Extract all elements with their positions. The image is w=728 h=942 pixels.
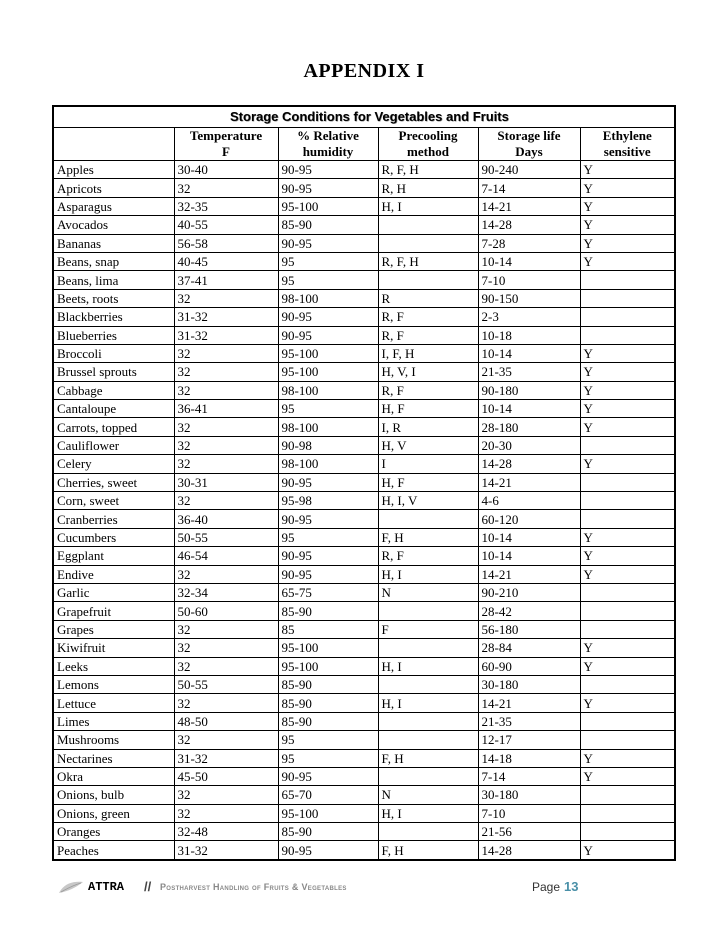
table-cell: 30-31: [174, 473, 278, 491]
table-row: [54, 455, 674, 473]
table-cell: 90-95: [278, 308, 378, 326]
table-cell: 50-60: [174, 602, 278, 620]
table-cell: 10-14: [478, 252, 580, 270]
table-cell: 2-3: [478, 308, 580, 326]
table-cell: Y: [580, 381, 674, 399]
table-row: [54, 381, 674, 399]
table-cell: Cantaloupe: [54, 400, 174, 418]
table-row: [54, 547, 674, 565]
table-cell: 32: [174, 786, 278, 804]
table-cell: R, F: [378, 381, 478, 399]
table-cell: [580, 675, 674, 693]
table-cell: Blackberries: [54, 308, 174, 326]
column-header-line2: F: [222, 144, 230, 159]
table-cell: [580, 308, 674, 326]
table-row: [54, 179, 674, 197]
column-header: [54, 128, 174, 161]
table-cell: 7-14: [478, 179, 580, 197]
table-cell: Y: [580, 400, 674, 418]
column-header: [580, 128, 674, 161]
table-cell: 90-210: [478, 583, 580, 601]
page-title: APPENDIX I: [303, 60, 425, 82]
table-cell: R, H: [378, 179, 478, 197]
table-cell: 14-28: [478, 841, 580, 859]
table-cell: 28-84: [478, 639, 580, 657]
table-row: [54, 731, 674, 749]
table-cell: 32: [174, 455, 278, 473]
table-cell: Y: [580, 657, 674, 675]
table-cell: 85-90: [278, 675, 378, 693]
table-cell: Y: [580, 234, 674, 252]
table-cell: [580, 436, 674, 454]
table-cell: Y: [580, 455, 674, 473]
table-cell: 50-55: [174, 675, 278, 693]
table-cell: 90-95: [278, 565, 378, 583]
table-cell: [580, 492, 674, 510]
table-row: [54, 767, 674, 785]
table-cell: 32: [174, 565, 278, 583]
table-cell: 95-100: [278, 344, 378, 362]
table-cell: 32-48: [174, 823, 278, 841]
table-cell: [580, 620, 674, 638]
table-cell: H, I: [378, 197, 478, 215]
table-cell: 85: [278, 620, 378, 638]
table-cell: 32: [174, 418, 278, 436]
table-cell: 56-58: [174, 234, 278, 252]
column-header-line1: % Relative: [297, 128, 359, 143]
table-cell: Y: [580, 363, 674, 381]
table-cell: 90-95: [278, 326, 378, 344]
page-label: Page: [532, 880, 561, 894]
table-cell: H, V: [378, 436, 478, 454]
table-cell: N: [378, 786, 478, 804]
table-row: [54, 823, 674, 841]
table-cell: F, H: [378, 528, 478, 546]
table-row: [54, 326, 674, 344]
table-cell: 7-14: [478, 767, 580, 785]
table-cell: [378, 510, 478, 528]
table-row: [54, 657, 674, 675]
table-cell: 90-150: [478, 289, 580, 307]
table-cell: Grapefruit: [54, 602, 174, 620]
column-header: [378, 128, 478, 161]
table-cell: 7-10: [478, 271, 580, 289]
table-cell: 65-75: [278, 583, 378, 601]
storage-conditions-table: [52, 105, 676, 861]
table-cell: 28-42: [478, 602, 580, 620]
table-cell: Y: [580, 841, 674, 859]
table-cell: [580, 473, 674, 491]
table-cell: 32: [174, 363, 278, 381]
column-header-line2: humidity: [302, 144, 354, 159]
table-cell: Brussel sprouts: [54, 363, 174, 381]
table-cell: 32: [174, 289, 278, 307]
table-cell: Beans, snap: [54, 252, 174, 270]
table-cell: Celery: [54, 455, 174, 473]
table-row: [54, 418, 674, 436]
table-cell: 31-32: [174, 326, 278, 344]
table-cell: Peaches: [54, 841, 174, 859]
table-cell: [580, 712, 674, 730]
table-cell: 45-50: [174, 767, 278, 785]
table-cell: 30-180: [478, 675, 580, 693]
table-cell: Y: [580, 216, 674, 234]
table-cell: [378, 271, 478, 289]
table-cell: R, F: [378, 326, 478, 344]
table-cell: I, R: [378, 418, 478, 436]
table-cell: Cabbage: [54, 381, 174, 399]
table-cell: 21-56: [478, 823, 580, 841]
table-cell: 10-14: [478, 528, 580, 546]
table-cell: Kiwifruit: [54, 639, 174, 657]
table-cell: H, V, I: [378, 363, 478, 381]
table-cell: H, I: [378, 804, 478, 822]
table-cell: 36-41: [174, 400, 278, 418]
table-cell: 31-32: [174, 308, 278, 326]
table-cell: R, F: [378, 308, 478, 326]
publication-title: Postharvest Handling of Fruits & Vegetables: [160, 882, 347, 892]
table-cell: Cauliflower: [54, 436, 174, 454]
table-cell: Corn, sweet: [54, 492, 174, 510]
table-cell: Beets, roots: [54, 289, 174, 307]
table-cell: Endive: [54, 565, 174, 583]
table-cell: 30-40: [174, 161, 278, 179]
table-cell: 95: [278, 252, 378, 270]
table-cell: 85-90: [278, 216, 378, 234]
table-row: [54, 510, 674, 528]
table-row: [54, 289, 674, 307]
table-cell: 32-34: [174, 583, 278, 601]
table-cell: 10-14: [478, 547, 580, 565]
table-cell: 32: [174, 344, 278, 362]
column-header: [174, 128, 278, 161]
page-number: 13: [564, 879, 579, 894]
table-cell: F: [378, 620, 478, 638]
column-header: [278, 128, 378, 161]
table-cell: H, I: [378, 565, 478, 583]
table-row: [54, 363, 674, 381]
table-cell: Okra: [54, 767, 174, 785]
table-cell: [378, 639, 478, 657]
table-cell: 90-95: [278, 161, 378, 179]
table-cell: Y: [580, 418, 674, 436]
table-cell: 30-180: [478, 786, 580, 804]
table-row: [54, 308, 674, 326]
table-cell: 32: [174, 492, 278, 510]
table-cell: 95-100: [278, 639, 378, 657]
table-cell: [378, 823, 478, 841]
table-row: [54, 712, 674, 730]
table-cell: R, F, H: [378, 161, 478, 179]
table-cell: 14-28: [478, 455, 580, 473]
attra-brand: ATTRA: [88, 880, 125, 894]
table-cell: 95-100: [278, 657, 378, 675]
table-cell: 60-120: [478, 510, 580, 528]
table-cell: Nectarines: [54, 749, 174, 767]
table-cell: 95-100: [278, 363, 378, 381]
table-cell: Cherries, sweet: [54, 473, 174, 491]
table-cell: 50-55: [174, 528, 278, 546]
table-cell: Onions, bulb: [54, 786, 174, 804]
table-body: [54, 161, 674, 859]
table-row: [54, 473, 674, 491]
column-header: [478, 128, 580, 161]
table-cell: 48-50: [174, 712, 278, 730]
table-cell: [580, 326, 674, 344]
table-row: [54, 271, 674, 289]
table-cell: 85-90: [278, 602, 378, 620]
table-cell: 98-100: [278, 289, 378, 307]
table-row: [54, 749, 674, 767]
table-cell: 10-14: [478, 344, 580, 362]
table-cell: Y: [580, 565, 674, 583]
table-cell: Oranges: [54, 823, 174, 841]
table-cell: 32: [174, 620, 278, 638]
table-cell: 90-240: [478, 161, 580, 179]
table-cell: [378, 602, 478, 620]
table-cell: 14-21: [478, 197, 580, 215]
table-cell: H, I: [378, 657, 478, 675]
table-row: [54, 583, 674, 601]
table-cell: [378, 767, 478, 785]
table-row: [54, 234, 674, 252]
table-cell: 65-70: [278, 786, 378, 804]
table-cell: R, F: [378, 547, 478, 565]
table-cell: [580, 602, 674, 620]
table-cell: 36-40: [174, 510, 278, 528]
table-cell: 32: [174, 657, 278, 675]
table-cell: 95-100: [278, 804, 378, 822]
table-cell: 98-100: [278, 455, 378, 473]
table-cell: Y: [580, 197, 674, 215]
table-row: [54, 197, 674, 215]
table-cell: Y: [580, 694, 674, 712]
table-cell: 95: [278, 271, 378, 289]
table-cell: 32: [174, 436, 278, 454]
table-cell: Limes: [54, 712, 174, 730]
table-cell: 90-95: [278, 473, 378, 491]
table-cell: 20-30: [478, 436, 580, 454]
table-cell: [580, 289, 674, 307]
table-cell: Eggplant: [54, 547, 174, 565]
table-row: [54, 161, 674, 179]
table-cell: Mushrooms: [54, 731, 174, 749]
column-header-line2: Days: [515, 144, 543, 159]
table-cell: [378, 675, 478, 693]
table-cell: 32: [174, 694, 278, 712]
table-cell: 56-180: [478, 620, 580, 638]
table-cell: H, I: [378, 694, 478, 712]
table-cell: 85-90: [278, 823, 378, 841]
table-cell: 85-90: [278, 712, 378, 730]
table-row: [54, 804, 674, 822]
table-cell: 14-18: [478, 749, 580, 767]
footer-separator: //: [144, 879, 152, 894]
table-cell: N: [378, 583, 478, 601]
table-cell: I: [378, 455, 478, 473]
table-cell: Beans, lima: [54, 271, 174, 289]
table-cell: Leeks: [54, 657, 174, 675]
header-row: [54, 128, 674, 161]
table-cell: R: [378, 289, 478, 307]
table-cell: Y: [580, 179, 674, 197]
table-cell: 95: [278, 731, 378, 749]
table-row: [54, 216, 674, 234]
table-cell: [580, 731, 674, 749]
table-cell: 95-98: [278, 492, 378, 510]
table-cell: Y: [580, 639, 674, 657]
table-cell: 85-90: [278, 694, 378, 712]
table-row: [54, 620, 674, 638]
table-caption: Storage Conditions for Vegetables and Fruits: [54, 107, 674, 128]
table-cell: 37-41: [174, 271, 278, 289]
table-cell: 12-17: [478, 731, 580, 749]
table-cell: Broccoli: [54, 344, 174, 362]
table-cell: 4-6: [478, 492, 580, 510]
table-cell: Blueberries: [54, 326, 174, 344]
table-cell: 98-100: [278, 381, 378, 399]
table-cell: [378, 234, 478, 252]
table-cell: Lettuce: [54, 694, 174, 712]
table-cell: Y: [580, 528, 674, 546]
table-cell: Y: [580, 767, 674, 785]
table-cell: 46-54: [174, 547, 278, 565]
table-cell: Bananas: [54, 234, 174, 252]
table-cell: Y: [580, 161, 674, 179]
table-cell: 32: [174, 804, 278, 822]
table-cell: Y: [580, 252, 674, 270]
table-cell: 32: [174, 381, 278, 399]
table-cell: Garlic: [54, 583, 174, 601]
page-footer: [58, 878, 658, 898]
table-cell: 21-35: [478, 712, 580, 730]
table-cell: 90-95: [278, 510, 378, 528]
table-row: [54, 841, 674, 859]
table-cell: 60-90: [478, 657, 580, 675]
table-row: [54, 528, 674, 546]
table-cell: Y: [580, 547, 674, 565]
table-cell: 90-95: [278, 841, 378, 859]
table-cell: 21-35: [478, 363, 580, 381]
table-cell: 95: [278, 528, 378, 546]
table-cell: 40-55: [174, 216, 278, 234]
table-cell: 32-35: [174, 197, 278, 215]
table-cell: 31-32: [174, 749, 278, 767]
table-cell: [580, 823, 674, 841]
table-row: [54, 565, 674, 583]
table-cell: R, F, H: [378, 252, 478, 270]
table-cell: H, F: [378, 400, 478, 418]
table-cell: [580, 583, 674, 601]
table-cell: 7-28: [478, 234, 580, 252]
column-header-line1: Ethylene: [602, 128, 652, 143]
table-cell: 32: [174, 179, 278, 197]
leaf-icon: [58, 880, 84, 894]
table-cell: Onions, green: [54, 804, 174, 822]
table-row: [54, 492, 674, 510]
table-cell: H, F: [378, 473, 478, 491]
table-row: [54, 344, 674, 362]
column-header-line1: Temperature: [189, 128, 263, 143]
table-cell: 28-180: [478, 418, 580, 436]
table-cell: [580, 510, 674, 528]
table-cell: [580, 804, 674, 822]
table-cell: I, F, H: [378, 344, 478, 362]
table-cell: Cucumbers: [54, 528, 174, 546]
table-cell: 98-100: [278, 418, 378, 436]
table-row: [54, 675, 674, 693]
table-cell: 95: [278, 749, 378, 767]
table-cell: Grapes: [54, 620, 174, 638]
table-cell: Y: [580, 344, 674, 362]
table-cell: Y: [580, 749, 674, 767]
table-cell: 90-95: [278, 179, 378, 197]
table-row: [54, 400, 674, 418]
table-cell: 10-14: [478, 400, 580, 418]
table-cell: 32: [174, 639, 278, 657]
table-cell: 32: [174, 731, 278, 749]
table-cell: 90-95: [278, 767, 378, 785]
table-cell: 40-45: [174, 252, 278, 270]
table-cell: Lemons: [54, 675, 174, 693]
table-cell: 14-21: [478, 694, 580, 712]
table-row: [54, 786, 674, 804]
table-cell: 14-28: [478, 216, 580, 234]
table-cell: [580, 786, 674, 804]
table-cell: 90-95: [278, 234, 378, 252]
table-cell: 90-180: [478, 381, 580, 399]
table-cell: 95: [278, 400, 378, 418]
column-header-line2: method: [407, 144, 449, 159]
table-cell: 90-95: [278, 547, 378, 565]
table-cell: Apples: [54, 161, 174, 179]
table-cell: Avocados: [54, 216, 174, 234]
table-cell: [378, 216, 478, 234]
table-row: [54, 252, 674, 270]
table-row: [54, 639, 674, 657]
table-cell: 31-32: [174, 841, 278, 859]
column-header-line2: sensitive: [603, 144, 651, 159]
column-header-line1: Storage life: [497, 128, 561, 143]
table-row: [54, 602, 674, 620]
table-cell: 14-21: [478, 473, 580, 491]
column-header-line1: Precooling: [398, 128, 458, 143]
table-cell: Cranberries: [54, 510, 174, 528]
table-row: [54, 694, 674, 712]
table-cell: [580, 271, 674, 289]
table-cell: Carrots, topped: [54, 418, 174, 436]
table-cell: F, H: [378, 841, 478, 859]
table-cell: 7-10: [478, 804, 580, 822]
table-cell: [378, 712, 478, 730]
table-cell: 90-98: [278, 436, 378, 454]
table-cell: [378, 731, 478, 749]
table-cell: 14-21: [478, 565, 580, 583]
table-cell: Asparagus: [54, 197, 174, 215]
table-cell: 95-100: [278, 197, 378, 215]
table-cell: H, I, V: [378, 492, 478, 510]
table-row: [54, 436, 674, 454]
table-cell: 10-18: [478, 326, 580, 344]
table-cell: Apricots: [54, 179, 174, 197]
table-cell: F, H: [378, 749, 478, 767]
